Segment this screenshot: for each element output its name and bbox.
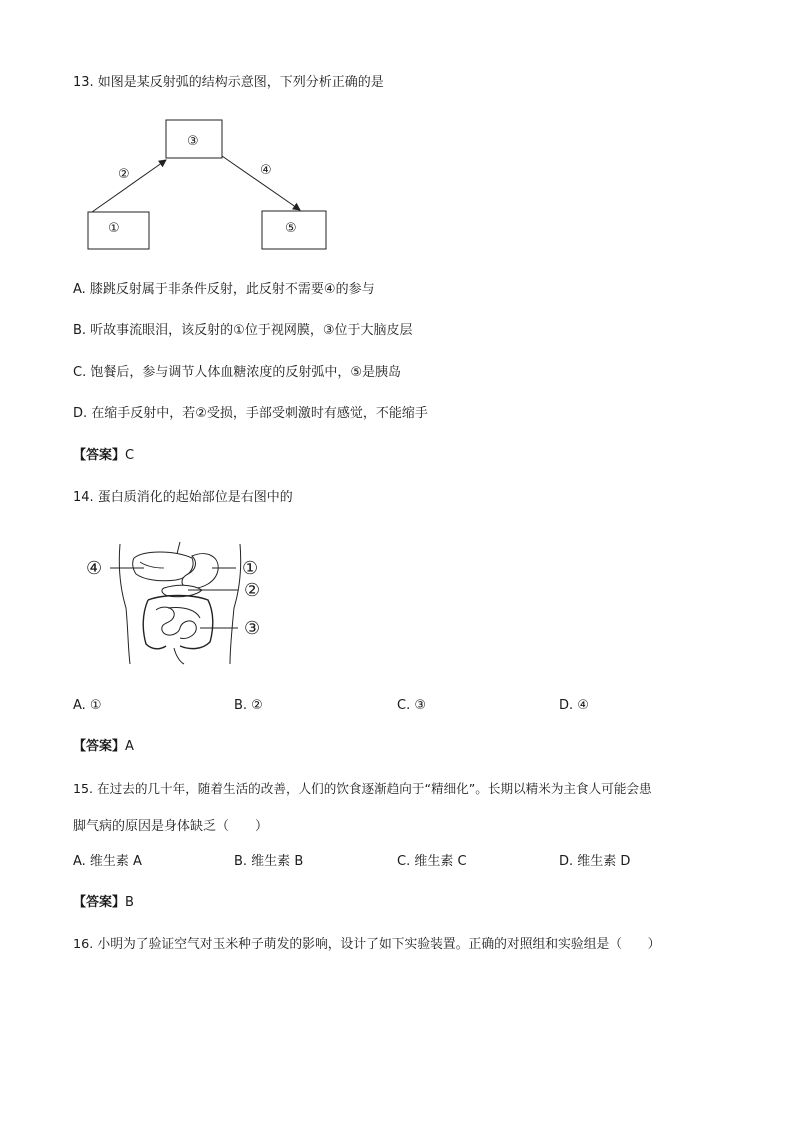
small-intestine-shape [156, 607, 200, 638]
q13-option-a: A. 膝跳反射属于非条件反射，此反射不需要④的参与 [73, 282, 375, 297]
q14-answer [73, 738, 134, 756]
label-5: ⑤ [285, 221, 297, 236]
answer-value: A [125, 739, 134, 754]
answer-label: 【答案】 [73, 739, 126, 754]
q15-answer [73, 894, 134, 912]
q16-stem: 16. 小明为了验证空气对玉米种子萌发的影响，设计了如下实验装置。正确的对照组和实验组是（ ） [73, 937, 661, 952]
q15-option-b: B. 维生素 B [234, 854, 304, 869]
answer-label: 【答案】 [73, 448, 126, 463]
label-1: ① [242, 558, 259, 579]
q15-option-a: A. 维生素 A [73, 854, 142, 869]
label-3: ③ [244, 618, 261, 639]
q14-option-d: D. ④ [559, 698, 589, 713]
label-1: ① [108, 221, 120, 236]
label-2: ② [118, 167, 130, 182]
answer-label: 【答案】 [73, 895, 126, 910]
q15-stem-line2: 脚气病的原因是身体缺乏（ ） [73, 819, 269, 834]
torso-outline [119, 544, 130, 664]
q15-option-d: D. 维生素 D [559, 854, 631, 869]
answer-value: B [125, 895, 134, 910]
label-3: ③ [187, 134, 199, 149]
q15-stem-line1: 15. 在过去的几十年，随着生活的改善，人们的饮食逐渐趋向于“精细化”。长期以精米为主食人可能会患 [73, 781, 652, 796]
digestive-system-diagram [84, 538, 284, 668]
large-intestine-shape [148, 596, 213, 649]
answer-value: C [125, 448, 135, 463]
label-2: ② [244, 580, 261, 601]
q14-option-a: A. ① [73, 698, 102, 713]
q14-stem: 14. 蛋白质消化的起始部位是右图中的 [73, 490, 293, 505]
q13-option-c: C. 饱餐后，参与调节人体血糖浓度的反射弧中，⑤是胰岛 [73, 365, 401, 380]
q14-option-c: C. ③ [397, 698, 426, 713]
label-4: ④ [86, 558, 103, 579]
q13-option-b: B. 听故事流眼泪，该反射的①位于视网膜，③位于大脑皮层 [73, 323, 413, 338]
q13-stem: 13. 如图是某反射弧的结构示意图，下列分析正确的是 [73, 75, 384, 90]
q13-option-d: D. 在缩手反射中，若②受损，手部受刺激时有感觉，不能缩手 [73, 406, 428, 421]
q14-option-b: B. ② [234, 698, 263, 713]
reflex-arc-diagram [80, 112, 380, 262]
q15-option-c: C. 维生素 C [397, 854, 467, 869]
q13-answer [73, 447, 134, 465]
label-4: ④ [260, 163, 272, 178]
